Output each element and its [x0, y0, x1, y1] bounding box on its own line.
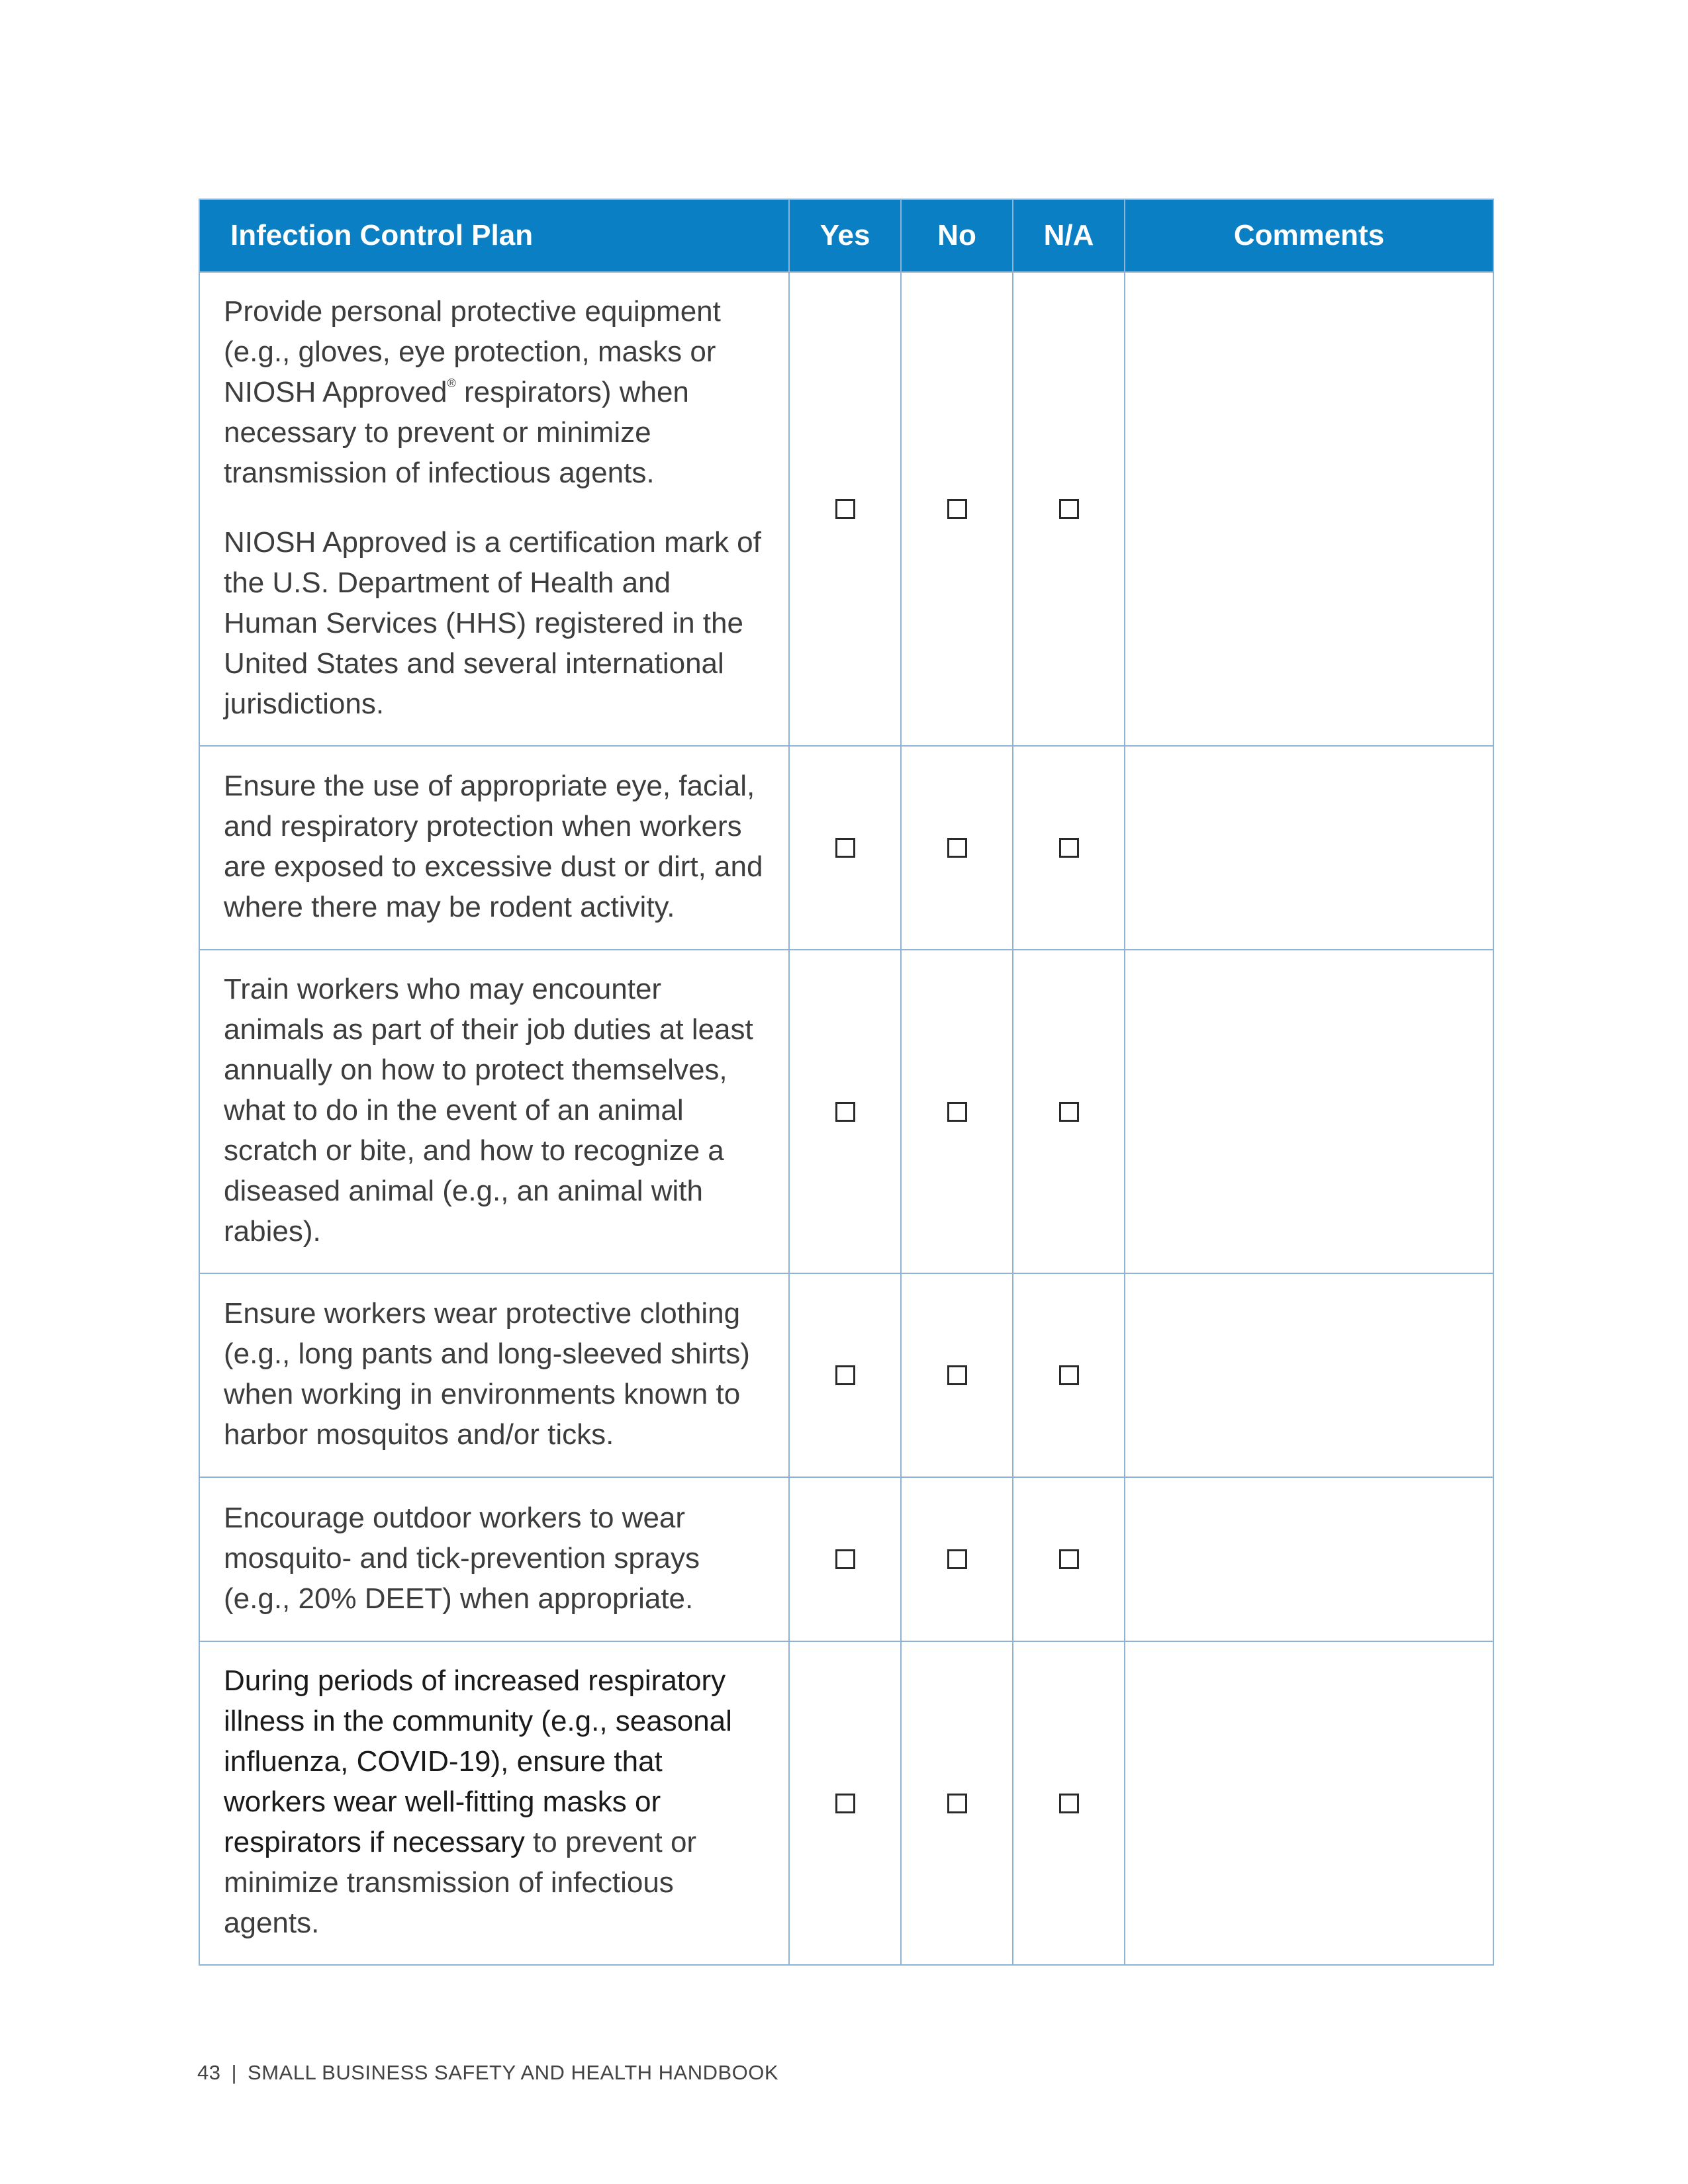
- na-checkbox[interactable]: [1059, 1102, 1079, 1122]
- no-cell: [901, 950, 1013, 1273]
- footer-separator: |: [231, 2061, 238, 2084]
- comments-cell[interactable]: [1125, 1477, 1493, 1641]
- no-checkbox[interactable]: [947, 1365, 967, 1385]
- item-paragraph: [224, 291, 769, 493]
- na-checkbox[interactable]: [1059, 499, 1079, 519]
- item-paragraph: [224, 1661, 769, 1943]
- handbook-title: SMALL BUSINESS SAFETY AND HEALTH HANDBOOK: [248, 2061, 779, 2084]
- no-checkbox[interactable]: [947, 838, 967, 858]
- infection-control-checklist: [199, 199, 1494, 1966]
- item-text-part: respirators) when necessary to prevent or minimize transmission of infectious agents.: [224, 376, 689, 489]
- table-row: [199, 746, 1493, 950]
- no-cell: [901, 746, 1013, 950]
- item-text-part: to prevent or minimize transmission of infectious agents.: [224, 1826, 697, 1939]
- item-paragraph: Train workers who may encounter animals as part of their job duties at least annually on how to protect themselves, what to do in the event of an animal scratch or bite, and how to recognize a diseased animal (e.g., an animal with rabies).: [224, 973, 753, 1248]
- header-row: [199, 199, 1493, 272]
- item-text: [199, 1273, 789, 1477]
- table-row: [199, 950, 1493, 1273]
- item-paragraph: Ensure the use of appropriate eye, facial, and respiratory protection when workers are exposed to excessive dust or dirt, and where there may be rodent activity.: [224, 770, 763, 923]
- registered-mark: ®: [447, 377, 456, 390]
- item-text-part: Provide personal protective equipment (e.g., gloves, eye protection, masks or NIOSH Approved: [224, 295, 721, 408]
- yes-checkbox[interactable]: [835, 1549, 855, 1569]
- item-paragraph: Encourage outdoor workers to wear mosquito- and tick-prevention sprays (e.g., 20% DEET) when appropriate.: [224, 1501, 700, 1615]
- page-number: 43: [197, 2061, 221, 2084]
- no-checkbox[interactable]: [947, 1794, 967, 1813]
- no-cell: [901, 1477, 1013, 1641]
- no-cell: [901, 272, 1013, 746]
- comments-cell[interactable]: [1125, 950, 1493, 1273]
- na-cell: [1013, 746, 1125, 950]
- yes-checkbox[interactable]: [835, 499, 855, 519]
- yes-cell: [789, 1477, 901, 1641]
- yes-checkbox[interactable]: [835, 1794, 855, 1813]
- header-infection-control-plan: Infection Control Plan: [199, 199, 789, 272]
- na-cell: [1013, 950, 1125, 1273]
- header-no: No: [901, 199, 1013, 272]
- no-checkbox[interactable]: [947, 1102, 967, 1122]
- yes-checkbox[interactable]: [835, 1102, 855, 1122]
- no-cell: [901, 1273, 1013, 1477]
- table-row: [199, 1641, 1493, 1965]
- header-na: N/A: [1013, 199, 1125, 272]
- no-checkbox[interactable]: [947, 1549, 967, 1569]
- na-cell: [1013, 1477, 1125, 1641]
- yes-checkbox[interactable]: [835, 838, 855, 858]
- item-text-part: During periods of increased respiratory illness in the community (e.g., seasonal influenza, COVID-19), ensure that workers wear well-fitting masks or respirators if necessary: [224, 1664, 732, 1858]
- na-checkbox[interactable]: [1059, 1365, 1079, 1385]
- na-cell: [1013, 1641, 1125, 1965]
- comments-cell[interactable]: [1125, 1641, 1493, 1965]
- yes-cell: [789, 272, 901, 746]
- item-text: [199, 272, 789, 746]
- header-comments: Comments: [1125, 199, 1493, 272]
- na-cell: [1013, 272, 1125, 746]
- item-text: [199, 1477, 789, 1641]
- table-row: [199, 1477, 1493, 1641]
- table-row: [199, 1273, 1493, 1477]
- page-footer: [197, 2061, 778, 2085]
- yes-cell: [789, 746, 901, 950]
- item-text: [199, 746, 789, 950]
- item-note: NIOSH Approved is a certification mark of the U.S. Department of Health and Human Services (HHS) registered in the United States and several international jurisdictions.: [224, 526, 761, 720]
- comments-cell[interactable]: [1125, 272, 1493, 746]
- item-text: [199, 1641, 789, 1965]
- yes-cell: [789, 1273, 901, 1477]
- yes-checkbox[interactable]: [835, 1365, 855, 1385]
- yes-cell: [789, 950, 901, 1273]
- na-checkbox[interactable]: [1059, 838, 1079, 858]
- no-checkbox[interactable]: [947, 499, 967, 519]
- na-checkbox[interactable]: [1059, 1549, 1079, 1569]
- item-paragraph: Ensure workers wear protective clothing (e.g., long pants and long-sleeved shirts) when working in environments known to harbor mosquitos and/or ticks.: [224, 1297, 750, 1451]
- comments-cell[interactable]: [1125, 746, 1493, 950]
- table-row: [199, 272, 1493, 746]
- na-cell: [1013, 1273, 1125, 1477]
- na-checkbox[interactable]: [1059, 1794, 1079, 1813]
- comments-cell[interactable]: [1125, 1273, 1493, 1477]
- item-text: [199, 950, 789, 1273]
- no-cell: [901, 1641, 1013, 1965]
- header-yes: Yes: [789, 199, 901, 272]
- yes-cell: [789, 1641, 901, 1965]
